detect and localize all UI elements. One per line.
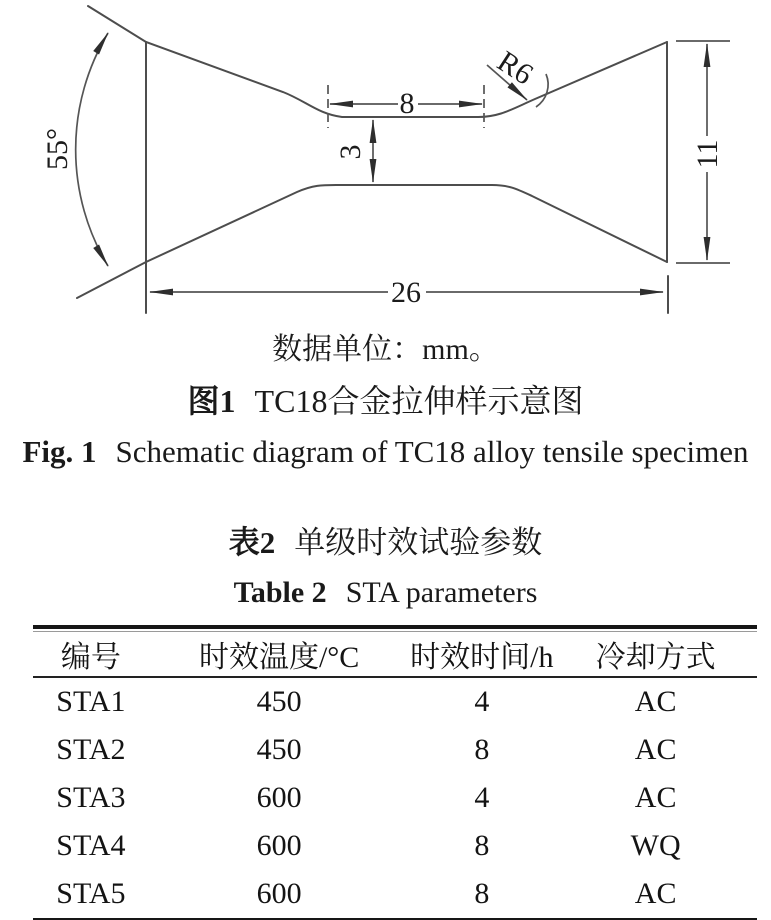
cell-time: 4 <box>474 685 490 718</box>
cell-cooling: AC <box>634 877 677 910</box>
figure-caption-en-text: Schematic diagram of TC18 alloy tensile specimen <box>115 434 749 469</box>
figure-caption-cn-label: 图1 <box>187 383 236 419</box>
table-row <box>33 822 757 870</box>
cell-cooling: AC <box>634 733 677 766</box>
cell-id: STA2 <box>56 733 126 766</box>
cell-id: STA5 <box>56 877 126 910</box>
dim-r6-arc <box>536 74 548 107</box>
dim-label-angle: 55° <box>41 128 74 170</box>
cell-time: 8 <box>474 877 490 910</box>
column-header-cooling-method: 冷却方式 <box>595 641 716 674</box>
table-caption-cn <box>0 524 771 561</box>
cell-cooling: WQ <box>630 829 681 862</box>
sta-table-zone <box>33 625 757 920</box>
cell-temperature: 450 <box>256 685 302 718</box>
column-header-id: 编号 <box>60 641 121 674</box>
table-top-rule <box>33 625 757 632</box>
specimen-top-edge <box>88 6 667 117</box>
tensile-specimen-diagram <box>0 0 771 325</box>
column-header-aging-temperature: 时效温度/°C <box>198 641 360 674</box>
table-row <box>33 774 757 822</box>
cell-id: STA3 <box>56 781 126 814</box>
table-caption-en-text: STA parameters <box>345 576 538 609</box>
table-caption-en-label: Table 2 <box>233 576 327 609</box>
specimen-bottom-edge <box>77 185 667 298</box>
cell-temperature: 600 <box>256 829 302 862</box>
cell-cooling: AC <box>634 685 677 718</box>
cell-id: STA1 <box>56 685 126 718</box>
figure-caption-en <box>0 433 771 471</box>
table-header-row <box>33 632 757 677</box>
dim-label-grip-height: 11 <box>691 139 724 169</box>
dim-label-gauge-width: 3 <box>334 144 367 160</box>
cell-time: 4 <box>474 781 490 814</box>
table-row <box>33 726 757 774</box>
sta-parameters-table <box>33 632 757 918</box>
figure-caption-cn-text: TC18合金拉伸样示意图 <box>254 383 584 419</box>
cell-cooling: AC <box>634 781 677 814</box>
table-caption-cn-text: 单级时效试验参数 <box>294 525 543 560</box>
figure-caption-en-label: Fig. 1 <box>22 434 97 469</box>
table-row <box>33 870 757 918</box>
cell-id: STA4 <box>56 829 126 862</box>
dim-label-total-length: 26 <box>391 276 421 309</box>
figure-caption-cn <box>0 382 771 420</box>
table-caption-cn-label: 表2 <box>228 525 276 560</box>
column-header-aging-time: 时效时间/h <box>410 641 554 674</box>
cell-time: 8 <box>474 829 490 862</box>
dimension-lines <box>76 33 730 292</box>
table-caption-en <box>0 575 771 611</box>
cell-temperature: 450 <box>256 733 302 766</box>
cell-time: 8 <box>474 733 490 766</box>
cell-temperature: 600 <box>256 877 302 910</box>
table-row <box>33 677 757 726</box>
cell-temperature: 600 <box>256 781 302 814</box>
dim-label-fillet-radius: R6 <box>491 44 539 92</box>
units-note: 数据单位：mm。 <box>272 333 499 366</box>
angle-dimension-arc <box>76 33 108 266</box>
dim-label-gauge-length: 8 <box>399 87 415 120</box>
dimension-labels <box>41 45 724 309</box>
